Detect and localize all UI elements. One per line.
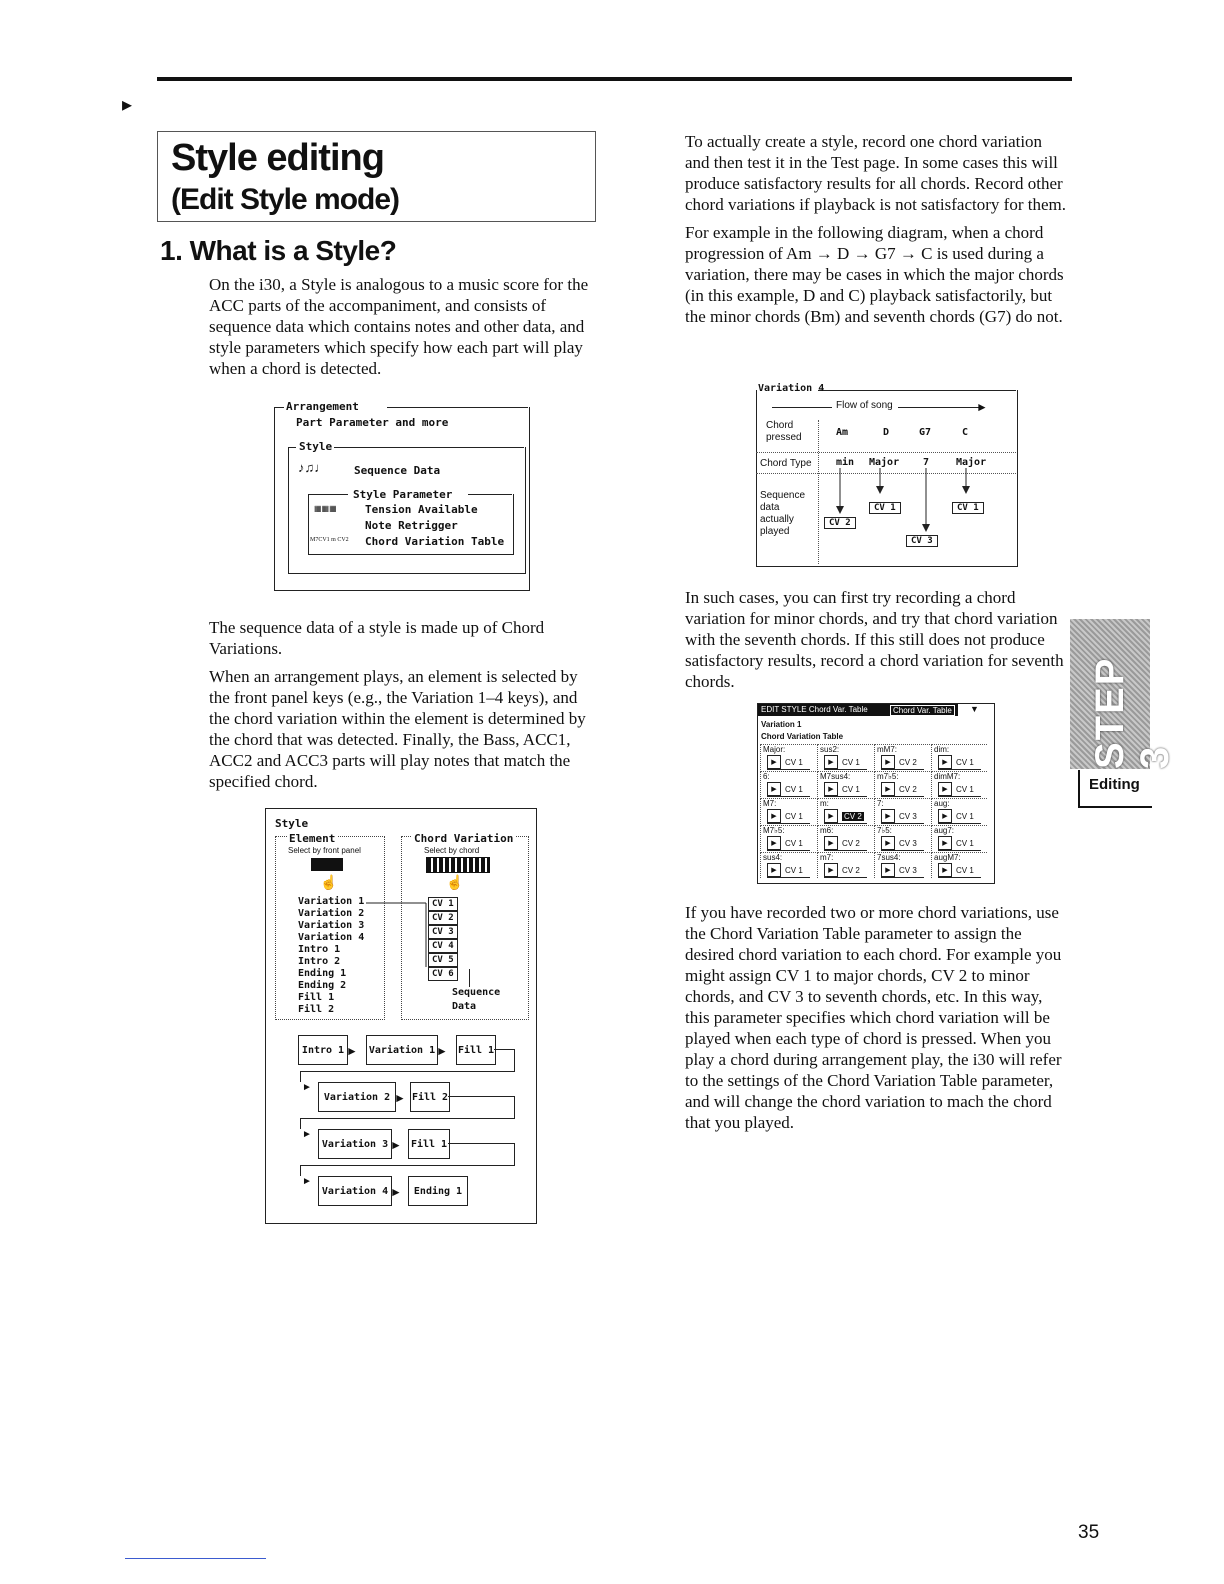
cvt-cv-button[interactable]: [824, 782, 867, 797]
play-icon[interactable]: ▶: [767, 863, 781, 877]
table-title: Chord Variation Table: [761, 732, 844, 741]
footer-line: [125, 1558, 266, 1559]
cvt-label: Chord Variation Table: [365, 535, 505, 548]
cv-value: CV 3: [899, 811, 917, 821]
finger-icon: ☝: [320, 876, 338, 891]
flow-box: Intro 1: [298, 1035, 348, 1065]
cvt-chord-label: dim:: [934, 745, 950, 754]
cv-box: CV 3: [906, 535, 938, 547]
arrangement-label: Arrangement: [286, 400, 359, 413]
cvt-cv-button[interactable]: [938, 755, 981, 770]
cvt-cell: [760, 771, 816, 797]
cvt-cv-button[interactable]: [938, 782, 981, 797]
music-notes-icon: ♪♫♩: [298, 460, 328, 475]
play-icon[interactable]: ▶: [824, 809, 838, 823]
play-icon[interactable]: ▶: [881, 809, 895, 823]
flow-arrow-icon: ►: [302, 1129, 312, 1140]
cvt-cv-button[interactable]: [881, 836, 924, 851]
cvt-cell: [874, 852, 930, 878]
section-heading: 1. What is a Style?: [160, 235, 397, 266]
flow-box: Ending 1: [408, 1176, 468, 1206]
play-icon[interactable]: ▶: [824, 863, 838, 877]
dropdown-icon[interactable]: ▼: [970, 704, 979, 714]
cvt-cv-button[interactable]: [767, 755, 810, 770]
cvt-chord-label: M7:: [763, 799, 777, 808]
cvt-cv-button[interactable]: [767, 782, 810, 797]
play-icon[interactable]: ▶: [767, 782, 781, 796]
figure-style: [265, 808, 537, 1224]
part-parameter-label: Part Parameter and more: [296, 416, 449, 429]
cv-value: CV 3: [899, 865, 917, 875]
cvt-cv-button[interactable]: [824, 863, 867, 878]
play-icon[interactable]: ▶: [938, 836, 952, 850]
cvt-chord-label: m:: [820, 799, 829, 808]
cv-value: CV 1: [842, 784, 860, 794]
type-min: min: [836, 457, 855, 468]
play-icon[interactable]: ▶: [767, 809, 781, 823]
cv-value: CV 1: [785, 838, 803, 848]
cvt-cell: [874, 798, 930, 824]
flow-arrow-icon: ►: [302, 1082, 312, 1093]
cvt-cell: [817, 744, 873, 770]
play-icon[interactable]: ▶: [824, 755, 838, 769]
play-icon[interactable]: ▶: [881, 782, 895, 796]
cvt-chord-label: aug:: [934, 799, 950, 808]
cvt-chord-label: M7sus4:: [820, 772, 851, 781]
cvt-chord-label: sus4:: [763, 853, 783, 862]
cvt-cv-button[interactable]: [881, 809, 924, 824]
cvt-cell: [931, 744, 987, 770]
cvt-chord-label: 7♭5:: [877, 826, 892, 835]
play-icon[interactable]: ▶: [824, 782, 838, 796]
page-subtitle: (Edit Style mode): [171, 183, 400, 216]
top-rule: [157, 77, 1072, 81]
flow-arrow-icon: ►: [436, 1044, 448, 1058]
cvt-chord-label: Major:: [763, 745, 786, 754]
cvt-chord-label: m7:: [820, 853, 834, 862]
variation4-title: Variation 4: [758, 383, 825, 394]
flow-box: Fill 2: [410, 1082, 450, 1112]
cvt-cell: [931, 771, 987, 797]
type-major: Major: [869, 457, 900, 468]
cv-value: CV 1: [956, 811, 974, 821]
right-para-3: In such cases, you can first try recording a chord variation for minor chords, and try that chord variation with the seventh chords. If this still does not produce satisfactory results, record a chord variation for seventh chords.: [685, 588, 1064, 691]
fig-style-label: Style: [275, 817, 309, 830]
cvt-chord-label: sus2:: [820, 745, 840, 754]
step-tab: [1070, 619, 1177, 769]
cv-box: CV 2: [824, 517, 856, 529]
cv-box: CV 1: [869, 502, 901, 514]
style-parameter-label: Style Parameter: [353, 488, 453, 501]
play-icon[interactable]: ▶: [938, 782, 952, 796]
cvt-chord-label: 6:: [763, 772, 770, 781]
page-title: Style editing: [171, 137, 384, 179]
cvt-cv-button[interactable]: [881, 755, 924, 770]
cvt-cell: [874, 744, 930, 770]
type-7: 7: [923, 457, 930, 468]
flow-arrow-icon: ►: [346, 1044, 358, 1058]
cvt-cell: [817, 771, 873, 797]
play-icon[interactable]: ▶: [881, 755, 895, 769]
chord-type-label: Chord Type: [760, 458, 812, 469]
flow-box: Fill 1: [408, 1129, 450, 1159]
cvt-icon: M7CV1 m CV2: [310, 537, 349, 543]
cv-value: CV 2: [899, 784, 917, 794]
chord-variation-label: Chord Variation: [414, 832, 514, 845]
screen-header-right[interactable]: Chord Var. Table: [890, 705, 955, 716]
cvt-cell: [874, 825, 930, 851]
right-para-1-2: To actually create a style, record one chord variation and then test it in the Test page. In some cases this will produce satisfactory results for all chords. Record other chord variations if playback is not satisfactory for them. For example in the following diagram, when a chord progression of Am → D → G7 → C is used during a variation, there may be cases in which the major chords (in this example, D and C) playback satisfactorily, but the minor chords (Bm) and seventh chords (G7) do not.: [685, 132, 1066, 326]
cv-value: CV 1: [956, 757, 974, 767]
variation-connector-lines: [366, 897, 476, 977]
element-list: Variation 1 Variation 2 Variation 3 Variation 4 Intro 1 Intro 2 Ending 1 Ending 2 Fill 1 Fill 2: [298, 896, 365, 1015]
cv-value: CV 2: [844, 811, 862, 821]
cvt-cv-button[interactable]: [881, 863, 924, 878]
page-arrow-icon: ▸: [122, 94, 133, 116]
variation-label: Variation 1: [761, 720, 802, 729]
cvt-cell: [817, 798, 873, 824]
cvt-cv-button[interactable]: [938, 809, 981, 824]
chord-c: C: [962, 427, 969, 438]
seq-played-label: Sequence data actually played: [760, 490, 806, 537]
flow-arrow-icon: ►: [302, 1176, 312, 1187]
cvt-cv-button[interactable]: [824, 809, 867, 824]
flow-arrow-icon: ►: [390, 1138, 402, 1152]
cvt-grid: [760, 744, 990, 879]
select-front-label: Select by front panel: [288, 846, 361, 855]
right-para-4: If you have recorded two or more chord variations, use the Chord Variation Table parameter to assign the desired chord variation to each chord. For example you might assign CV 1 to major chords, CV 2 to minor chords, and CV 3 to seventh chords, etc. In this way, this parameter specifies which chord variation will be played when each type of chord is pressed. When you play a chord during arrangement play, the i30 will refer to the settings of the Chord Variation Table parameter, and will change the chord variation to mach the chord that you played.: [685, 903, 1062, 1132]
step-tab-label: Editing: [1089, 776, 1140, 793]
cvt-cell: [817, 825, 873, 851]
play-icon[interactable]: ▶: [938, 755, 952, 769]
panel-key-icon: [311, 858, 343, 871]
cv-value: CV 1: [956, 865, 974, 875]
cvt-chord-label: 7:: [877, 799, 884, 808]
chord-g7: G7: [919, 427, 932, 438]
cvt-cv-button[interactable]: [938, 863, 981, 878]
cv-value: CV 1: [956, 784, 974, 794]
play-icon[interactable]: ▶: [881, 863, 895, 877]
select-chord-label: Select by chord: [424, 846, 480, 855]
hand-icon: ☝: [446, 876, 464, 891]
style-label: Style: [299, 440, 333, 453]
screen-header-left: EDIT STYLE Chord Var. Table: [761, 705, 868, 714]
cvt-chord-label: augM7:: [934, 853, 961, 862]
left-para-1: On the i30, a Style is analogous to a music score for the ACC parts of the accompaniment, and consists of sequence data which contains notes and other data, and style parameters which specify how each part will play when a chord is detected.: [209, 275, 589, 378]
cvt-cell: [817, 852, 873, 878]
cv-value: CV 1: [785, 811, 803, 821]
cvt-cv-button[interactable]: [767, 863, 810, 878]
cvt-chord-label: mM7:: [877, 745, 897, 754]
cv-value: CV 1: [842, 757, 860, 767]
cvt-cv-button[interactable]: [767, 836, 810, 851]
grid-icon: ▦▦▦: [314, 504, 337, 513]
keyboard-icon: [426, 857, 490, 873]
data-label: Data: [452, 1001, 477, 1012]
page-number: 35: [1078, 1522, 1100, 1543]
figure-arrangement: [272, 397, 530, 592]
type-major-2: Major: [956, 457, 987, 468]
cv-value: CV 1: [785, 784, 803, 794]
cvt-cell: [931, 852, 987, 878]
flow-of-song-label: Flow of song: [836, 400, 893, 411]
cvt-chord-label: aug7:: [934, 826, 955, 835]
cv-list: CV 1 CV 2 CV 3 CV 4 CV 5 CV 6: [428, 897, 458, 981]
flow-arrow-icon: ►: [394, 1091, 406, 1105]
step-tab-text: STEP 3: [1088, 657, 1177, 769]
element-label: Element: [289, 832, 336, 845]
cv-value: CV 1: [785, 865, 803, 875]
cv-value: CV 1: [956, 838, 974, 848]
play-icon[interactable]: ▶: [767, 755, 781, 769]
cvt-cell: [874, 771, 930, 797]
cvt-chord-label: M7♭5:: [763, 826, 785, 835]
play-icon[interactable]: ▶: [824, 836, 838, 850]
cvt-cell: [760, 744, 816, 770]
cv-value: CV 2: [842, 865, 860, 875]
flow-box: Variation 4: [318, 1176, 392, 1206]
chord-d: D: [883, 427, 890, 438]
flow-arrow-icon: ►: [976, 400, 988, 414]
cvt-cell: [760, 852, 816, 878]
retrigger-label: Note Retrigger: [365, 519, 458, 532]
left-para-2-3: The sequence data of a style is made up of Chord Variations. When an arrangement plays, an element is selected by the front panel keys (e.g., the Variation 1–4 keys), and the chord variation within the element is determined by the chord that was detected. Finally, the Bass, ACC1, ACC2 and ACC3 parts will play notes that match the specified chord.: [209, 618, 586, 791]
cvt-cv-button[interactable]: [938, 836, 981, 851]
figure-variation4: [756, 382, 1018, 567]
cv-box: CV 1: [952, 502, 984, 514]
flow-box: Variation 2: [318, 1082, 396, 1112]
cvt-cv-button[interactable]: [824, 755, 867, 770]
play-icon[interactable]: ▶: [938, 809, 952, 823]
cvt-cell: [931, 825, 987, 851]
flow-box: Fill 1: [456, 1035, 496, 1065]
sequence-data-label: Sequence Data: [354, 464, 441, 477]
play-icon[interactable]: ▶: [767, 836, 781, 850]
cvt-cv-button[interactable]: [881, 782, 924, 797]
flow-box: Variation 3: [318, 1129, 392, 1159]
flow-box: Variation 1: [366, 1035, 438, 1065]
cvt-cell: [931, 798, 987, 824]
cv-value: CV 2: [842, 838, 860, 848]
cvt-chord-label: m7♭5:: [877, 772, 899, 781]
cv-value: CV 1: [785, 757, 803, 767]
cvt-chord-label: 7sus4:: [877, 853, 901, 862]
cvt-cv-button[interactable]: [767, 809, 810, 824]
tension-label: Tension Available: [365, 503, 478, 516]
cvt-chord-label: m6:: [820, 826, 834, 835]
cvt-cell: [760, 798, 816, 824]
cvt-chord-label: dimM7:: [934, 772, 961, 781]
play-icon[interactable]: ▶: [938, 863, 952, 877]
cvt-cell: [760, 825, 816, 851]
cv-value: CV 2: [899, 757, 917, 767]
cv-value: CV 3: [899, 838, 917, 848]
sequence-label: Sequence: [452, 987, 501, 998]
play-icon[interactable]: ▶: [881, 836, 895, 850]
chord-am: Am: [836, 427, 849, 438]
cvt-cv-button[interactable]: [824, 836, 867, 851]
figure-cvt-screen: [757, 703, 995, 884]
flow-arrow-icon: ►: [390, 1185, 402, 1199]
chord-pressed-label: Chord pressed: [766, 420, 802, 443]
